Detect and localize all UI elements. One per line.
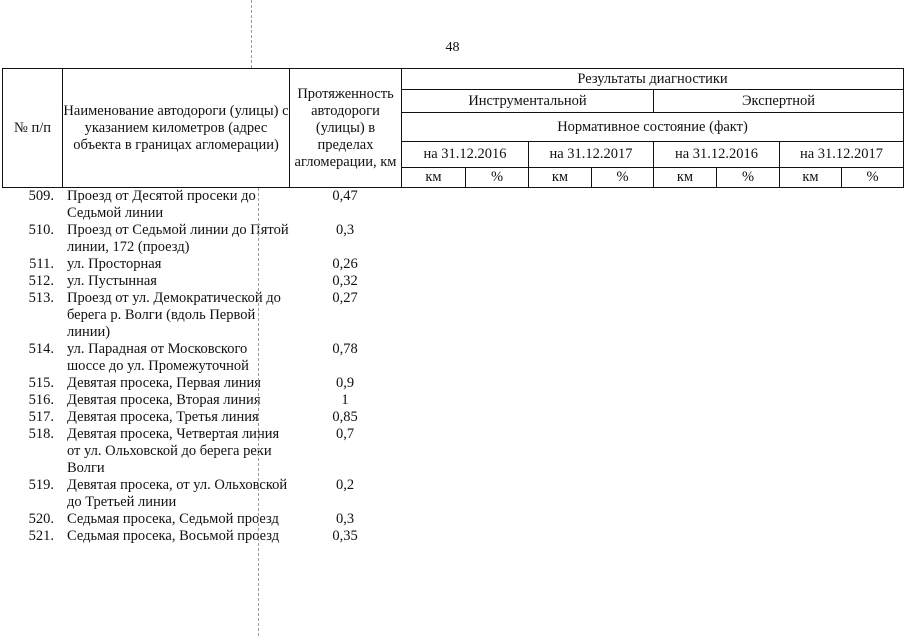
row-num: 513.	[28, 290, 54, 306]
row-num: 520.	[28, 511, 54, 527]
header-unit-km: км	[780, 168, 842, 188]
row-name: Девятая просека, от ул. Ольховской до Третьей линии	[67, 477, 288, 510]
page-number: 48	[445, 40, 460, 55]
header-normative: Нормативное состояние (факт)	[402, 113, 904, 142]
row-name: ул. Просторная	[67, 256, 162, 272]
row-num: 510.	[28, 222, 54, 238]
header-name: Наименование автодороги (улицы) с указанием километров (адрес объекта в границах агломерации)	[63, 69, 290, 188]
row-name: Девятая просека, Третья линия	[67, 409, 259, 425]
row-length: 0,35	[332, 528, 358, 544]
row-name: Седьмая просека, Седьмой проезд	[67, 511, 279, 527]
scan-artifact-line	[251, 0, 252, 68]
table-row	[2, 426, 401, 477]
header-num: № п/п	[3, 69, 63, 188]
header-unit-pct: %	[842, 168, 904, 188]
row-length: 0,7	[335, 426, 355, 442]
row-name: Проезд от ул. Демократической до берега р. Волги (вдоль Первой линии)	[67, 290, 281, 340]
row-length: 0,85	[332, 409, 358, 425]
header-unit-pct: %	[717, 168, 780, 188]
table-row	[2, 188, 401, 222]
row-length: 0,47	[332, 188, 358, 204]
row-name: Девятая просека, Первая линия	[67, 375, 261, 391]
row-num: 514.	[28, 341, 54, 357]
table-row	[2, 290, 401, 341]
table-body	[2, 188, 401, 545]
row-name: ул. Пустынная	[67, 273, 157, 289]
row-length: 0,78	[332, 341, 358, 357]
row-num: 512.	[28, 273, 54, 289]
header-date-2: на 31.12.2017	[529, 142, 654, 168]
row-length: 0,32	[332, 273, 358, 289]
row-name: Проезд от Седьмой линии до Пятой линии, 172 (проезд)	[67, 222, 289, 255]
row-num: 521.	[28, 528, 54, 544]
row-name: Девятая просека, Вторая линия	[67, 392, 261, 408]
row-length: 0,3	[335, 511, 355, 527]
header-unit-km: км	[654, 168, 717, 188]
table-row	[2, 511, 401, 528]
row-num: 517.	[28, 409, 54, 425]
header-date-4: на 31.12.2017	[780, 142, 904, 168]
row-length: 0,3	[335, 222, 355, 238]
row-name: Девятая просека, Четвертая линия от ул. Ольховской до берега реки Волги	[67, 426, 280, 476]
row-num: 511.	[29, 256, 54, 272]
table-row	[2, 392, 401, 409]
header-date-3: на 31.12.2016	[654, 142, 780, 168]
header-unit-km: км	[402, 168, 466, 188]
table-row	[2, 375, 401, 392]
table-header	[2, 68, 904, 188]
row-length: 0,27	[332, 290, 358, 306]
row-name: Проезд от Десятой просеки до Седьмой линии	[67, 188, 256, 221]
row-num: 515.	[28, 375, 54, 391]
header-instrumental: Инструментальной	[402, 90, 654, 113]
row-name: Седьмая просека, Восьмой проезд	[67, 528, 280, 544]
header-expert: Экспертной	[654, 90, 904, 113]
table-row	[2, 341, 401, 375]
header-results: Результаты диагностики	[402, 69, 904, 90]
table-row	[2, 256, 401, 273]
table-row	[2, 273, 401, 290]
header-unit-km: км	[529, 168, 592, 188]
header-unit-pct: %	[466, 168, 529, 188]
row-length: 1	[341, 392, 349, 408]
header-date-1: на 31.12.2016	[402, 142, 529, 168]
header-unit-pct: %	[592, 168, 654, 188]
row-name: ул. Парадная от Московского шоссе до ул. Промежуточной	[67, 341, 249, 374]
row-num: 509.	[28, 188, 54, 204]
row-num: 519.	[28, 477, 54, 493]
row-length: 0,26	[332, 256, 358, 272]
scan-artifact-line	[258, 188, 259, 636]
row-num: 518.	[28, 426, 54, 442]
header-length: Протяженность автодороги (улицы) в пределах агломерации, км	[290, 69, 402, 188]
row-num: 516.	[28, 392, 54, 408]
table-row	[2, 477, 401, 511]
table-row	[2, 528, 401, 545]
table-row	[2, 222, 401, 256]
row-length: 0,2	[335, 477, 355, 493]
row-length: 0,9	[335, 375, 355, 391]
table-row	[2, 409, 401, 426]
